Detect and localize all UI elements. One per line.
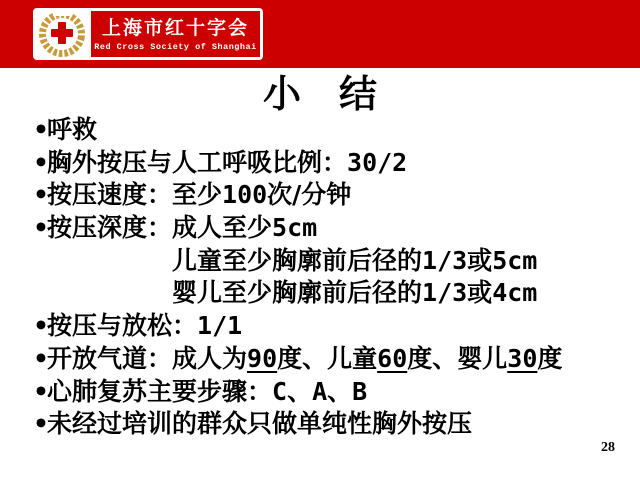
red-cross-laurel-wreath-icon bbox=[34, 9, 90, 59]
continuation-line-depth-child bbox=[33, 245, 633, 278]
line-text: 或 bbox=[467, 245, 493, 275]
line-text: 胸外按压与人工呼吸比例： bbox=[47, 147, 348, 177]
angle-infant: 30 bbox=[507, 343, 538, 373]
bullet-marker: • bbox=[33, 115, 49, 144]
bullet-line-cpr-steps bbox=[33, 376, 633, 409]
ratio-value: 30/2 bbox=[347, 147, 408, 177]
bullet-line-untrained-bystanders bbox=[33, 408, 633, 441]
rate-value: 100 bbox=[222, 180, 268, 210]
line-text: 或 bbox=[467, 278, 493, 308]
bullet-marker: • bbox=[33, 376, 49, 406]
ratio-value: 1/1 bbox=[197, 311, 243, 341]
bullet-line-compression-depth-adult bbox=[33, 212, 633, 245]
depth-value: 5cm bbox=[272, 213, 318, 243]
line-text: 、 bbox=[287, 376, 313, 406]
continuation-line-depth-infant bbox=[33, 277, 633, 310]
line-text: 呼救 bbox=[47, 115, 98, 144]
line-text: 、 bbox=[327, 376, 353, 406]
header-banner bbox=[0, 0, 640, 68]
bullet-line-compression-rate bbox=[33, 179, 633, 212]
bullet-marker: • bbox=[33, 180, 49, 210]
depth-value: 4cm bbox=[492, 278, 538, 308]
line-text: 次/分钟 bbox=[267, 180, 352, 210]
bullet-marker: • bbox=[33, 147, 49, 177]
line-text: 度、儿童 bbox=[277, 343, 378, 373]
red-cross-logo bbox=[33, 8, 263, 60]
angle-adult: 90 bbox=[247, 343, 278, 373]
page-number: 28 bbox=[601, 440, 615, 455]
bullet-marker: • bbox=[33, 409, 49, 439]
fraction-value: 1/3 bbox=[422, 278, 468, 308]
bullet-line-compression-relaxation bbox=[33, 310, 633, 343]
line-text: 心肺复苏主要步骤： bbox=[47, 376, 273, 406]
page-title: 小 结 bbox=[262, 72, 377, 116]
step-c: C bbox=[272, 376, 288, 406]
step-a: A bbox=[312, 376, 328, 406]
line-text: 度 bbox=[537, 343, 563, 373]
fraction-value: 1/3 bbox=[422, 245, 468, 275]
bullet-marker: • bbox=[33, 343, 49, 373]
depth-value: 5cm bbox=[492, 245, 538, 275]
bullet-marker: • bbox=[33, 311, 49, 341]
logo-name-english: Red Cross Society of Shanghai bbox=[94, 42, 257, 52]
angle-child: 60 bbox=[377, 343, 408, 373]
step-b: B bbox=[352, 376, 368, 406]
line-text: 按压深度：成人至少 bbox=[47, 213, 273, 243]
line-text: 按压速度：至少 bbox=[47, 180, 223, 210]
logo-name-chinese: 上海市红十字会 bbox=[101, 17, 249, 39]
logo-text-panel bbox=[91, 11, 260, 57]
bullet-marker: • bbox=[33, 213, 49, 243]
line-text: 开放气道：成人为 bbox=[47, 343, 248, 373]
line-text: 婴儿至少胸廓前后径的 bbox=[172, 278, 423, 308]
bullet-line-compression-ratio bbox=[33, 147, 633, 180]
bullet-list bbox=[33, 114, 633, 441]
line-text: 儿童至少胸廓前后径的 bbox=[172, 245, 423, 275]
line-text: 度、婴儿 bbox=[407, 343, 508, 373]
line-text: 未经过培训的群众只做单纯性胸外按压 bbox=[47, 409, 473, 439]
bullet-line-call-for-help bbox=[33, 114, 633, 147]
line-text: 按压与放松： bbox=[47, 311, 198, 341]
bullet-line-open-airway bbox=[33, 343, 633, 376]
